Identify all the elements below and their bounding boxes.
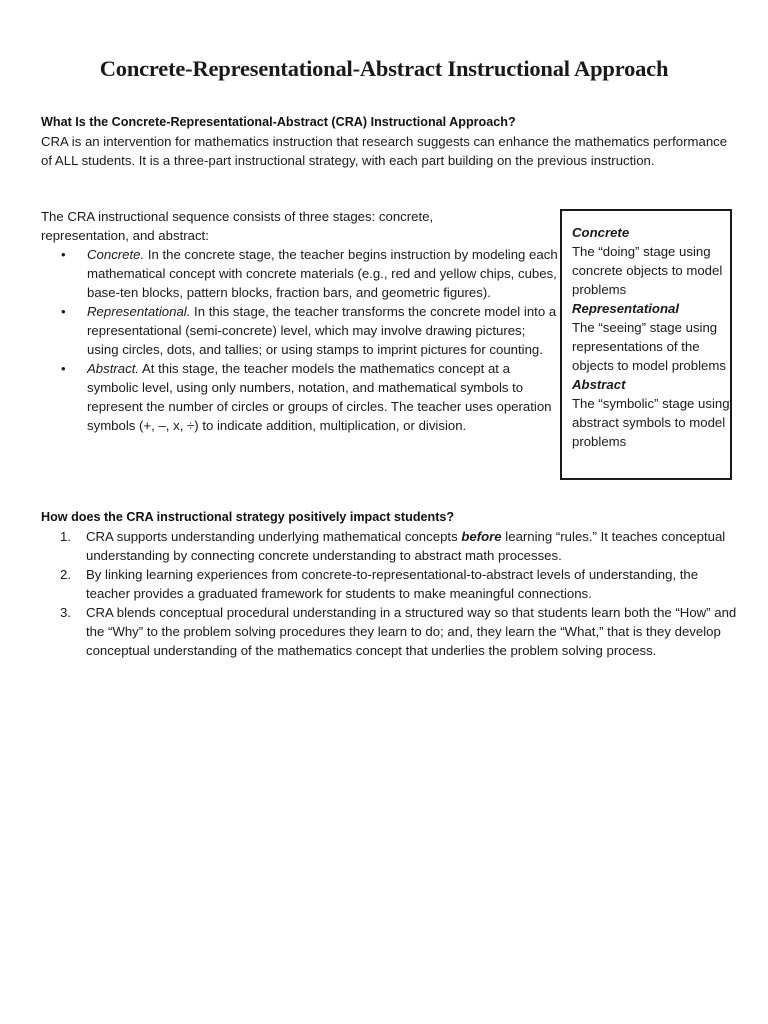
item-text-after: learning “rules.” It teaches conceptual understanding by connecting concrete understanding to abstract math processes. bbox=[86, 529, 726, 563]
numbered-item bbox=[60, 565, 740, 603]
section-heading-impact: How does the CRA instructional strategy positively impact students? bbox=[41, 510, 455, 524]
bullet-text: At this stage, the teacher models the mathematics concept at a symbolic level, using only numbers, notation, and mathematical symbols to represent the number of circles or groups of circles. The teacher uses operation symbols (+, –, x, ÷) to indicate addition, multiplication, or division. bbox=[87, 361, 552, 433]
section-heading-what-is-cra: What Is the Concrete-Representational-Abstract (CRA) Instructional Approach? bbox=[41, 115, 516, 129]
bullet-glyph: • bbox=[61, 304, 66, 319]
numbered-item bbox=[60, 603, 740, 660]
intro-paragraph: CRA is an intervention for mathematics instruction that research suggests can enhance the mathematics performance of ALL students. It is a three-part instructional strategy, with each part building on the previous instruction. bbox=[41, 134, 728, 168]
item-emphasis: before bbox=[461, 529, 502, 544]
box-heading-concrete: Concrete bbox=[572, 225, 630, 240]
bullet-text: In this stage, the teacher transforms the concrete model into a representational (semi-concrete) level, which may involve drawing pictures; using circles, dots, and tallies; or using stamps to imprint pictures for counting. bbox=[87, 304, 557, 357]
bullet-item-concrete bbox=[58, 245, 558, 302]
bullet-term: Concrete. bbox=[87, 247, 145, 262]
bullet-term: Abstract. bbox=[87, 361, 140, 376]
item-text: CRA supports understanding underlying mathematical concepts bbox=[86, 529, 462, 544]
bullet-text: In the concrete stage, the teacher begins instruction by modeling each mathematical concept with concrete materials (e.g., red and yellow chips, cubes, base-ten blocks, pattern blocks, fraction bars, and geometric figures). bbox=[87, 247, 558, 300]
box-text-concrete: The “doing” stage using concrete objects to model problems bbox=[572, 244, 723, 297]
bullet-glyph: • bbox=[61, 247, 66, 262]
bullet-item-representational bbox=[58, 302, 558, 359]
page-title: Concrete-Representational-Abstract Instructional Approach bbox=[99, 56, 669, 81]
box-text-representational: The “seeing” stage using representations of the objects to model problems bbox=[572, 320, 726, 373]
item-number: 1. bbox=[60, 529, 71, 544]
bullet-item-abstract bbox=[58, 359, 558, 435]
impact-numbered-list bbox=[60, 527, 740, 660]
item-text: By linking learning experiences from concrete-to-representational-to-abstract levels of understanding, the teacher provides a graduated framework for students to make meaningful connections. bbox=[86, 567, 699, 601]
sequence-intro-paragraph: The CRA instructional sequence consists of three stages: concrete, representation, and abstract: bbox=[41, 209, 434, 243]
box-heading-abstract: Abstract bbox=[572, 377, 626, 392]
box-text-abstract: The “symbolic” stage using abstract symbols to model problems bbox=[572, 396, 730, 449]
stage-bullet-list bbox=[58, 245, 558, 435]
bullet-term: Representational. bbox=[87, 304, 191, 319]
box-heading-representational: Representational bbox=[572, 301, 679, 316]
stage-summary-box bbox=[560, 209, 732, 480]
item-number: 3. bbox=[60, 605, 71, 620]
item-text: CRA blends conceptual procedural understanding in a structured way so that students learn both the “How” and the “Why” to the problem solving procedures they learn to do; and, they learn the “What,” that is they develop conceptual understanding of the mathematics concept that underlies the problem solving process. bbox=[86, 605, 737, 658]
bullet-glyph: • bbox=[61, 361, 66, 376]
item-number: 2. bbox=[60, 567, 71, 582]
numbered-item bbox=[60, 527, 740, 565]
